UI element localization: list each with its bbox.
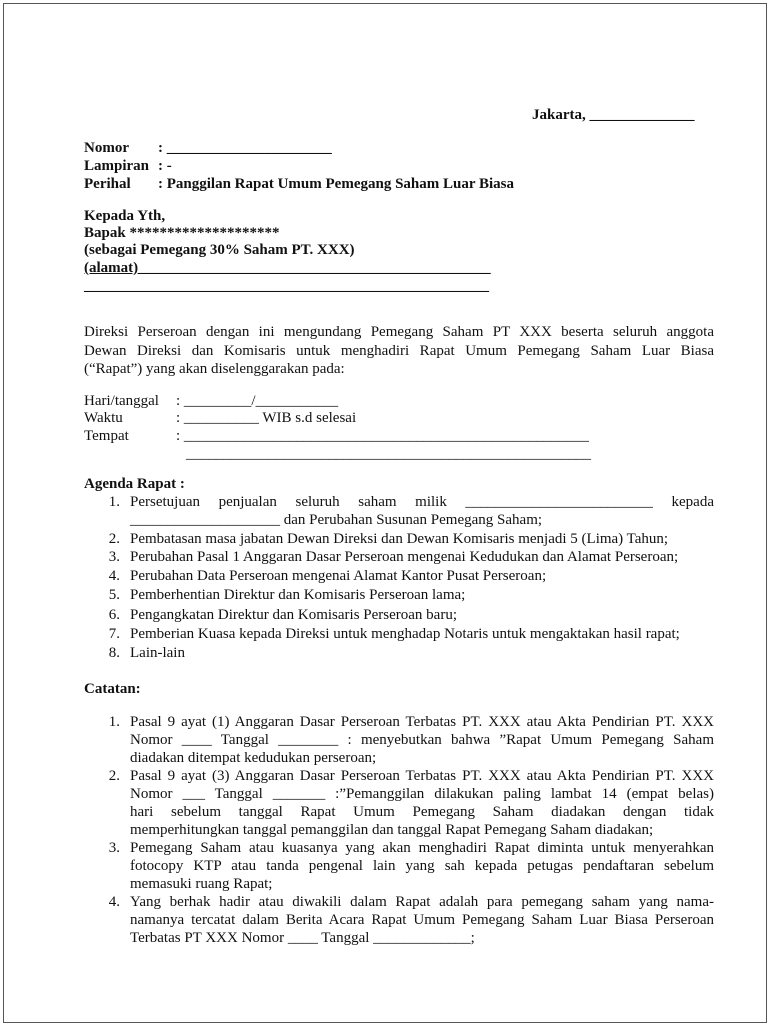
- notes-title: Catatan:: [84, 681, 141, 697]
- agenda-num-5: 5.: [108, 587, 120, 603]
- schedule-time-label: Waktu: [84, 410, 123, 426]
- note-2-line-3: hari sebelum tanggal Rapat Umum Pemegang Saham diadakan dengan tidak: [130, 804, 714, 820]
- note-3-line-2: fotocopy KTP atau tanda pengenal lain yang sah kepada petugas pendaftaran sebelum: [130, 858, 714, 874]
- note-4-line-3: Terbatas PT XXX Nomor ____ Tanggal _____________;: [130, 930, 475, 946]
- note-3-line-1: Pemegang Saham atau kuasanya yang akan menghadiri Rapat diminta untuk menyerahkan: [130, 840, 714, 856]
- recipient-name: Bapak ********************: [84, 225, 280, 241]
- agenda-item-7: Pemberian Kuasa kepada Direksi untuk menghadap Notaris untuk mengaktakan hasil rapat;: [130, 626, 680, 642]
- note-4-line-2: namanya tercatat dalam Berita Acara Rapat Umum Pemegang Saham Luar Biasa Perseroan: [130, 912, 714, 928]
- note-3-line-3: memasuki ruang Rapat;: [130, 876, 273, 892]
- recipient-address: [84, 259, 491, 278]
- note-1-line-3: diadakan ditempat kedudukan perseroan;: [130, 750, 377, 766]
- schedule-place-rule: ______________________________________________________: [186, 446, 591, 462]
- agenda-num-3: 3.: [108, 549, 120, 565]
- agenda-item-1-line-2: ____________________ dan Perubahan Susunan Pemegang Saham;: [130, 512, 543, 528]
- note-num-3: 3.: [108, 840, 120, 856]
- intro-line-2: Dewan Direksi dan Komisaris untuk menghadiri Rapat Umum Pemegang Saham Luar Biasa: [84, 343, 714, 359]
- header-nomor-label: Nomor: [84, 140, 129, 156]
- intro-line-1: Direksi Perseroan dengan ini mengundang Pemegang Saham PT XXX beserta seluruh anggota: [84, 324, 714, 340]
- note-1-line-2: Nomor ____ Tanggal ________ : menyebutkan bahwa ”Rapat Umum Pemegang Saham: [130, 732, 714, 748]
- agenda-item-2: Pembatasan masa jabatan Dewan Direksi dan Dewan Komisaris menjadi 5 (Lima) Tahun;: [130, 531, 669, 547]
- recipient-greeting: Kepada Yth,: [84, 208, 166, 224]
- note-2-line-2: Nomor ___ Tanggal _______ :”Pemanggilan dilakukan paling lambat 14 (empat belas): [130, 786, 714, 802]
- header-nomor-value: : ______________________: [158, 140, 332, 156]
- schedule-date-label: Hari/tanggal: [84, 393, 159, 409]
- agenda-item-3: Perubahan Pasal 1 Anggaran Dasar Perseroan mengenai Kedudukan dan Alamat Perseroan;: [130, 549, 679, 565]
- agenda-item-1-line-1: Persetujuan penjualan seluruh saham milik _________________________ kepada: [130, 494, 714, 510]
- schedule-date-value: : _________/___________: [176, 393, 339, 409]
- agenda-num-1: 1.: [108, 494, 120, 510]
- note-num-1: 1.: [108, 714, 120, 730]
- intro-line-3: (“Rapat”) yang akan diselenggarakan pada:: [84, 361, 345, 377]
- note-num-4: 4.: [108, 894, 120, 910]
- note-2-line-4: memperhitungkan tanggal pemanggilan dan tanggal Rapat Pemegang Saham diadakan;: [130, 822, 654, 838]
- header-perihal-value: : Panggilan Rapat Umum Pemegang Saham Luar Biasa: [158, 176, 515, 192]
- agenda-num-4: 4.: [108, 568, 120, 584]
- agenda-num-2: 2.: [108, 531, 120, 547]
- schedule-place-value: : ______________________________________________________: [176, 428, 589, 444]
- schedule-place-label: Tempat: [84, 428, 129, 444]
- agenda-num-8: 8.: [108, 645, 120, 661]
- schedule-time-value: : __________ WIB s.d selesai: [176, 410, 357, 426]
- note-1-line-1: Pasal 9 ayat (1) Anggaran Dasar Perseroan Terbatas PT. XXX atau Akta Pendirian PT. XXX: [130, 714, 714, 730]
- recipient-role: (sebagai Pemegang 30% Saham PT. XXX): [84, 242, 355, 258]
- note-2-line-1: Pasal 9 ayat (3) Anggaran Dasar Perseroan Terbatas PT. XXX atau Akta Pendirian PT. XXX: [130, 768, 714, 784]
- header-lampiran-value: : -: [158, 158, 172, 174]
- agenda-num-7: 7.: [108, 626, 120, 642]
- date-line: Jakarta, ______________: [532, 107, 695, 123]
- note-num-2: 2.: [108, 768, 120, 784]
- agenda-item-5: Pemberhentian Direktur dan Komisaris Perseroan lama;: [130, 587, 466, 603]
- agenda-item-6: Pengangkatan Direktur dan Komisaris Perseroan baru;: [130, 607, 457, 623]
- agenda-item-4: Perubahan Data Perseroan mengenai Alamat Kantor Pusat Perseroan;: [130, 568, 547, 584]
- header-lampiran-label: Lampiran: [84, 158, 150, 174]
- address-label: (alamat): [84, 260, 139, 276]
- agenda-num-6: 6.: [108, 607, 120, 623]
- agenda-item-8: Lain-lain: [130, 645, 185, 661]
- note-4-line-1: Yang berhak hadir atau diwakili dalam Rapat adalah para pemegang saham yang nama-: [130, 894, 714, 910]
- address-rule-2: ______________________________________________________: [84, 278, 489, 294]
- agenda-title: Agenda Rapat :: [84, 476, 185, 492]
- address-rule: _______________________________________________: [138, 260, 491, 276]
- header-perihal-label: Perihal: [84, 176, 131, 192]
